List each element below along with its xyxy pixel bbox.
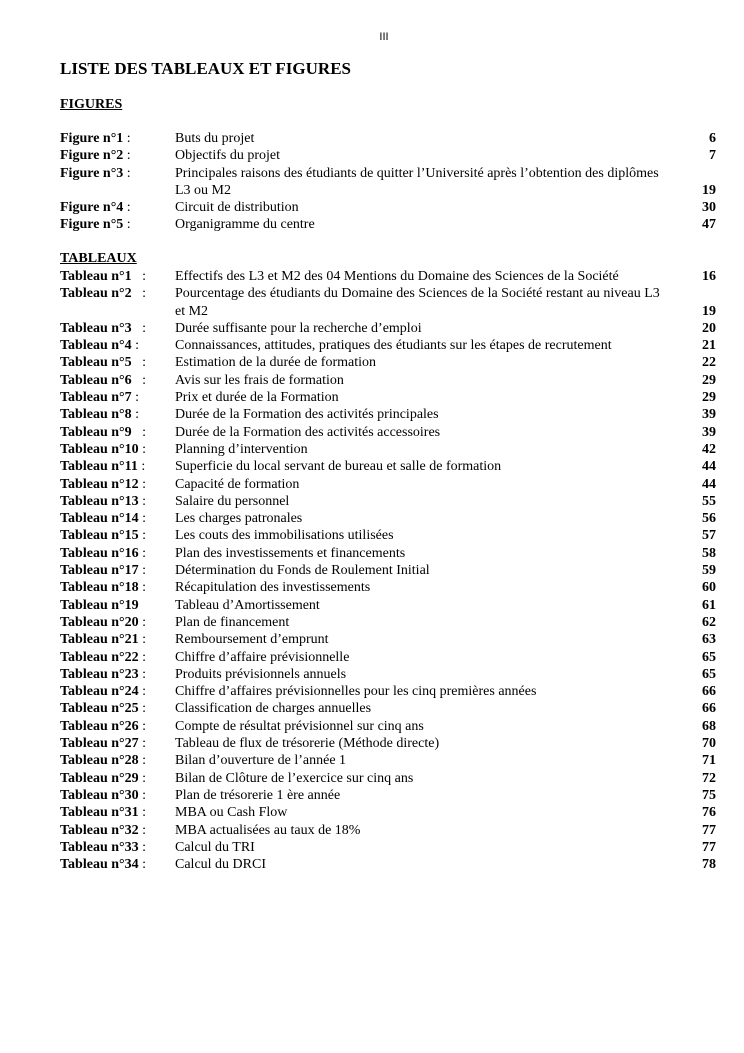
entry-label: Tableau n°13 <box>60 493 139 509</box>
entry-label: Tableau n°28 <box>60 753 139 769</box>
entry-page-number: 55 <box>702 493 716 509</box>
table-entry <box>60 406 716 423</box>
tables-heading: TABLEAUX <box>60 251 137 266</box>
entry-page-number: 65 <box>702 666 716 682</box>
entry-label: Figure n°3 <box>60 165 124 181</box>
table-entry <box>60 493 716 510</box>
entry-label: Tableau n°14 <box>60 511 139 527</box>
entry-separator: : <box>131 407 140 423</box>
entry-page-number: 56 <box>702 511 716 527</box>
entry-separator: : <box>138 701 147 717</box>
entry-label-cell <box>60 666 175 683</box>
table-entry <box>60 614 716 631</box>
entry-label: Tableau n°6 <box>60 372 132 388</box>
entry-label: Figure n°4 <box>60 200 124 216</box>
entry-label-cell <box>60 510 175 527</box>
entry-page-number: 20 <box>702 320 716 336</box>
entry-separator: : <box>123 131 131 146</box>
entry-separator: : <box>137 459 146 475</box>
table-entry <box>60 389 716 406</box>
entry-description: Plan des investissements et financements <box>175 545 406 561</box>
entry-label-cell <box>60 320 175 337</box>
table-entry <box>60 354 716 371</box>
entry-separator: : <box>138 476 147 492</box>
entry-page-number: 29 <box>702 390 716 406</box>
table-entry <box>60 770 716 787</box>
table-entry <box>60 424 716 441</box>
table-entry <box>60 320 716 337</box>
figure-entry <box>60 130 716 147</box>
entry-label-cell <box>60 441 175 458</box>
entry-page-number: 77 <box>702 839 716 855</box>
entry-separator: : <box>138 580 147 596</box>
entry-label-cell <box>60 614 175 631</box>
entry-separator: : <box>138 614 147 630</box>
entry-separator: : <box>131 338 140 354</box>
entry-label-cell <box>60 700 175 717</box>
entry-description: Les couts des immobilisations utilisées <box>175 528 394 544</box>
entry-label-cell <box>60 130 175 147</box>
entry-label: Tableau n°9 <box>60 424 132 440</box>
entry-page-number: 39 <box>702 407 716 423</box>
entry-page-number: 77 <box>702 822 716 838</box>
entry-description: Connaissances, attitudes, pratiques des étudiants sur les étapes de recrutement <box>175 338 612 354</box>
entry-label-cell <box>60 839 175 856</box>
entry-description: Durée de la Formation des activités accessoires <box>175 424 441 440</box>
entry-description: Classification de charges annuelles <box>175 701 372 717</box>
entry-separator: : <box>138 493 147 509</box>
entry-description: Chiffre d’affaire prévisionnelle <box>175 649 350 665</box>
entry-page-number: 58 <box>702 545 716 561</box>
entry-separator: : <box>138 753 147 769</box>
entry-label-cell <box>60 354 175 371</box>
entry-description: Tableau d’Amortissement <box>175 597 320 613</box>
entry-label: Tableau n°4 <box>60 338 132 354</box>
entry-label-cell <box>60 597 175 614</box>
entry-page-number: 7 <box>709 148 716 164</box>
entry-label-cell <box>60 458 175 475</box>
entry-page-number: 22 <box>702 355 716 371</box>
entry-label: Tableau n°25 <box>60 701 139 717</box>
table-entry <box>60 787 716 804</box>
entry-page-number: 75 <box>702 787 716 803</box>
entry-label-cell <box>60 562 175 579</box>
entry-page-number: 44 <box>702 476 716 492</box>
entry-label: Tableau n°27 <box>60 736 139 752</box>
entry-description: Superficie du local servant de bureau et salle de formation <box>175 459 502 475</box>
entry-description: Chiffre d’affaires prévisionnelles pour les cinq premières années <box>175 684 537 700</box>
entry-page-number: 19 <box>702 182 716 198</box>
entry-label: Tableau n°1 <box>60 269 132 284</box>
page-number: III <box>379 31 389 43</box>
entry-separator: : <box>138 839 147 855</box>
entry-description: MBA ou Cash Flow <box>175 805 288 821</box>
entry-label-cell <box>60 268 175 285</box>
entry-label-cell <box>60 822 175 839</box>
entry-description: Remboursement d’emprunt <box>175 632 329 648</box>
entry-description: Bilan de Clôture de l’exercice sur cinq ans <box>175 770 414 786</box>
entry-separator: : <box>138 805 147 821</box>
table-entry <box>60 804 716 821</box>
entry-page-number: 44 <box>702 459 716 475</box>
entry-page-number: 61 <box>702 597 716 613</box>
entry-label: Tableau n°18 <box>60 580 139 596</box>
entry-label: Tableau n°5 <box>60 355 132 371</box>
entry-separator: : <box>138 822 147 838</box>
entry-separator: : <box>138 511 147 527</box>
entry-separator: : <box>131 424 147 440</box>
entry-separator: : <box>138 528 147 544</box>
entry-label: Tableau n°16 <box>60 545 139 561</box>
entry-description: Prix et durée de la Formation <box>175 390 339 406</box>
entry-page-number: 65 <box>702 649 716 665</box>
entry-label: Tableau n°31 <box>60 805 139 821</box>
entry-description: Salaire du personnel <box>175 493 290 509</box>
entry-description: Avis sur les frais de formation <box>175 372 344 388</box>
entry-description: Principales raisons des étudiants de quitter l’Université après l’obtention des diplômes L3 ou M2 <box>175 165 659 198</box>
entry-separator: : <box>138 441 147 457</box>
entry-label-cell <box>60 372 175 389</box>
table-entry <box>60 372 716 389</box>
entry-separator: : <box>138 736 147 752</box>
entry-description: Tableau de flux de trésorerie (Méthode directe) <box>175 736 440 752</box>
entry-label: Tableau n°19 <box>60 597 139 613</box>
entry-description: MBA actualisées au taux de 18% <box>175 822 361 838</box>
entry-separator: : <box>138 666 147 682</box>
entry-separator: : <box>138 857 147 873</box>
entry-separator: : <box>138 545 147 561</box>
entry-page-number: 39 <box>702 424 716 440</box>
table-entry <box>60 441 716 458</box>
entry-page-number: 16 <box>702 269 716 284</box>
entry-label: Tableau n°22 <box>60 649 139 665</box>
entry-label-cell <box>60 285 175 320</box>
figure-entry <box>60 199 716 216</box>
entry-description: Durée de la Formation des activités principales <box>175 407 439 423</box>
entry-label-cell <box>60 476 175 493</box>
entry-label: Tableau n°11 <box>60 459 138 475</box>
entry-label-cell <box>60 787 175 804</box>
entry-label-cell <box>60 493 175 510</box>
table-entry <box>60 752 716 769</box>
entry-page-number: 70 <box>702 736 716 752</box>
table-entry <box>60 545 716 562</box>
entry-description: Calcul du TRI <box>175 839 255 855</box>
table-entry <box>60 631 716 648</box>
entry-label-cell <box>60 527 175 544</box>
entry-separator: : <box>131 390 140 406</box>
table-entry <box>60 649 716 666</box>
entry-label-cell <box>60 856 175 873</box>
entry-label-cell <box>60 389 175 406</box>
entry-page-number: 19 <box>702 303 716 319</box>
entry-label-cell <box>60 199 175 216</box>
entry-label: Tableau n°33 <box>60 839 139 855</box>
entry-label: Tableau n°24 <box>60 684 139 700</box>
entry-label: Tableau n°34 <box>60 857 139 873</box>
entry-page-number: 72 <box>702 770 716 786</box>
figure-entry <box>60 165 716 200</box>
entry-description: Estimation de la durée de formation <box>175 355 376 371</box>
entry-description: Objectifs du projet <box>175 148 280 164</box>
entry-page-number: 60 <box>702 580 716 596</box>
entry-label: Tableau n°30 <box>60 787 139 803</box>
entry-label-cell <box>60 718 175 735</box>
entry-description: Organigramme du centre <box>175 217 315 233</box>
table-entry <box>60 579 716 596</box>
entry-label: Tableau n°15 <box>60 528 139 544</box>
entry-label: Tableau n°20 <box>60 614 139 630</box>
entry-separator: : <box>123 200 131 216</box>
entry-page-number: 76 <box>702 805 716 821</box>
table-entry <box>60 700 716 717</box>
entry-page-number: 21 <box>702 338 716 354</box>
entry-label: Tableau n°7 <box>60 390 132 406</box>
table-entry <box>60 666 716 683</box>
entry-description: Effectifs des L3 et M2 des 04 Mentions du Domaine des Sciences de la Société <box>175 269 619 284</box>
table-entry <box>60 735 716 752</box>
entry-separator: : <box>138 632 147 648</box>
entry-label: Figure n°5 <box>60 217 124 233</box>
entry-separator: : <box>138 787 147 803</box>
entry-label: Tableau n°21 <box>60 632 139 648</box>
figures-heading: FIGURES <box>60 97 123 112</box>
entry-label-cell <box>60 545 175 562</box>
table-entry <box>60 285 716 320</box>
entry-page-number: 47 <box>702 217 716 233</box>
entry-separator: : <box>131 269 147 284</box>
entry-separator: : <box>138 684 147 700</box>
entry-description: Bilan d’ouverture de l’année 1 <box>175 753 347 769</box>
entry-label: Figure n°2 <box>60 148 124 164</box>
entry-label: Tableau n°10 <box>60 441 139 457</box>
entry-page-number: 30 <box>702 200 716 216</box>
entry-separator: : <box>131 286 147 302</box>
entry-page-number: 62 <box>702 614 716 630</box>
entry-label: Tableau n°26 <box>60 718 139 734</box>
table-entry <box>60 527 716 544</box>
table-entry <box>60 597 716 614</box>
entry-label-cell <box>60 631 175 648</box>
table-entry <box>60 458 716 475</box>
entry-description: Capacité de formation <box>175 476 300 492</box>
entry-page-number: 71 <box>702 753 716 769</box>
entry-page-number: 6 <box>709 131 716 146</box>
figures-list <box>60 130 716 234</box>
entry-page-number: 78 <box>702 857 716 873</box>
entry-label: Tableau n°2 <box>60 286 132 302</box>
entry-description: Pourcentage des étudiants du Domaine des Sciences de la Société restant au niveau L3 et M2 <box>175 286 660 319</box>
entry-label: Figure n°1 <box>60 131 124 146</box>
entry-separator: : <box>131 372 147 388</box>
entry-description: Récapitulation des investissements <box>175 580 371 596</box>
figure-entry <box>60 216 716 233</box>
entry-separator: : <box>123 148 131 164</box>
entry-label-cell <box>60 683 175 700</box>
entry-label: Tableau n°29 <box>60 770 139 786</box>
entry-label-cell <box>60 649 175 666</box>
entry-page-number: 68 <box>702 718 716 734</box>
entry-separator: : <box>123 217 131 233</box>
entry-separator: : <box>131 355 147 371</box>
table-entry <box>60 510 716 527</box>
entry-description: Calcul du DRCI <box>175 857 266 873</box>
entry-description: Compte de résultat prévisionnel sur cinq ans <box>175 718 424 734</box>
table-entry <box>60 337 716 354</box>
entry-label: Tableau n°8 <box>60 407 132 423</box>
table-entry <box>60 856 716 873</box>
entry-label-cell <box>60 735 175 752</box>
tables-list <box>60 268 716 873</box>
entry-page-number: 29 <box>702 372 716 388</box>
entry-description: Durée suffisante pour la recherche d’emploi <box>175 320 422 336</box>
table-entry <box>60 562 716 579</box>
entry-label: Tableau n°12 <box>60 476 139 492</box>
table-entry <box>60 839 716 856</box>
entry-label: Tableau n°32 <box>60 822 139 838</box>
entry-page-number: 59 <box>702 563 716 579</box>
table-entry <box>60 683 716 700</box>
entry-separator: : <box>138 649 147 665</box>
entry-label: Tableau n°17 <box>60 563 139 579</box>
entry-label: Tableau n°23 <box>60 666 139 682</box>
entry-separator: : <box>131 320 147 336</box>
entry-separator: : <box>123 165 131 181</box>
entry-description: Circuit de distribution <box>175 200 299 216</box>
entry-page-number: 63 <box>702 632 716 648</box>
entry-description: Les charges patronales <box>175 511 303 527</box>
entry-label-cell <box>60 770 175 787</box>
entry-separator: : <box>138 718 147 734</box>
entry-label-cell <box>60 804 175 821</box>
entry-label: Tableau n°3 <box>60 320 132 336</box>
entry-page-number: 66 <box>702 701 716 717</box>
table-entry <box>60 718 716 735</box>
entry-page-number: 57 <box>702 528 716 544</box>
entry-page-number: 66 <box>702 684 716 700</box>
entry-separator: : <box>138 770 147 786</box>
entry-description: Planning d’intervention <box>175 441 308 457</box>
page-title: LISTE DES TABLEAUX ET FIGURES <box>60 59 351 78</box>
entry-label-cell <box>60 579 175 596</box>
entry-description: Produits prévisionnels annuels <box>175 666 347 682</box>
table-entry <box>60 476 716 493</box>
entry-description: Détermination du Fonds de Roulement Initial <box>175 563 430 579</box>
table-entry <box>60 822 716 839</box>
entry-description: Buts du projet <box>175 131 255 146</box>
entry-description: Plan de financement <box>175 614 290 630</box>
entry-label-cell <box>60 424 175 441</box>
entry-page-number: 42 <box>702 441 716 457</box>
entry-label-cell <box>60 406 175 423</box>
entry-separator: : <box>138 563 147 579</box>
entry-label-cell <box>60 147 175 164</box>
entry-label-cell <box>60 165 175 200</box>
entry-description: Plan de trésorerie 1 ère année <box>175 787 341 803</box>
entry-label-cell <box>60 752 175 769</box>
figure-entry <box>60 147 716 164</box>
table-entry <box>60 268 716 285</box>
entry-label-cell <box>60 216 175 233</box>
entry-label-cell <box>60 337 175 354</box>
